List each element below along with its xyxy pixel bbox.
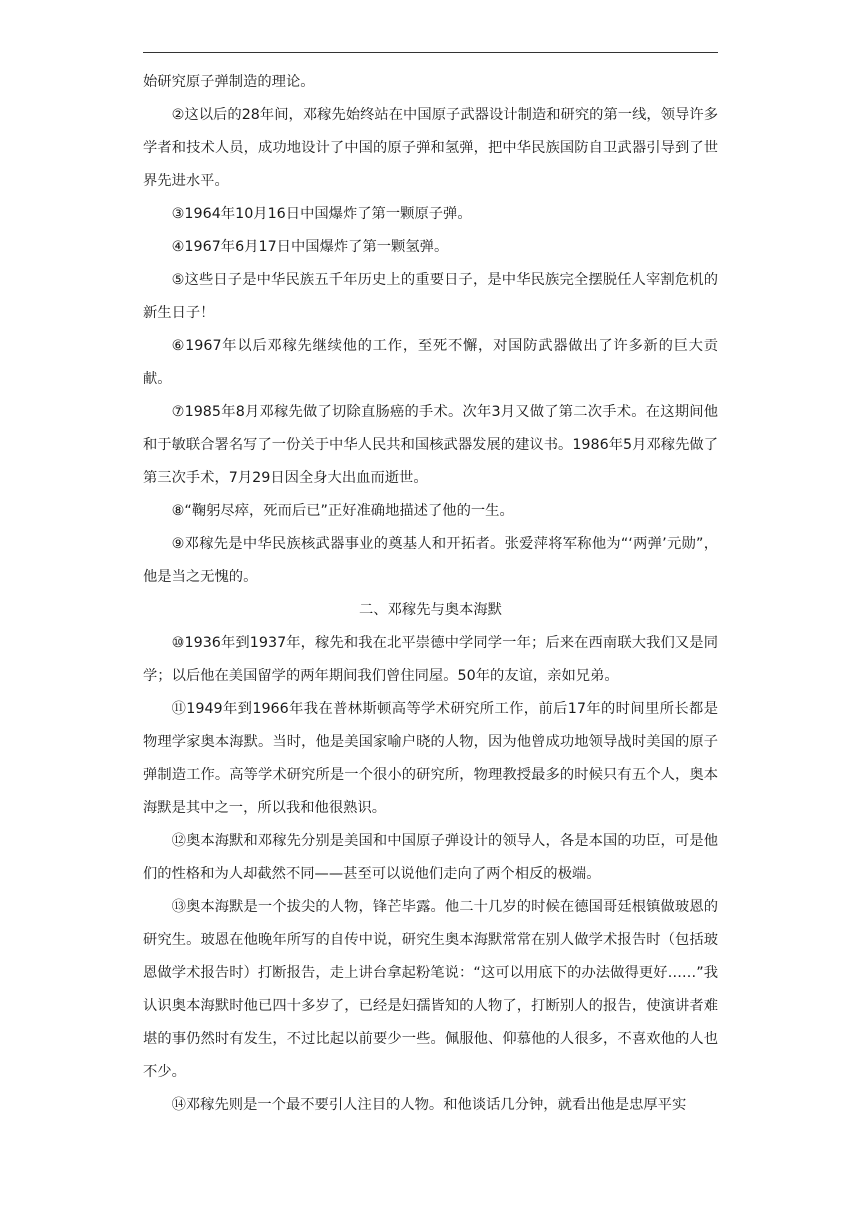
- paragraph-11: ⑪1949年到1966年我在普林斯顿高等学术研究所工作，前后17年的时间里所长都是物理学家奥本海默。当时，他是美国家喻户晓的人物，因为他曾成功地领导战时美国的原子弹制造工作。高等学术研究所是一个很小的研究所，物理教授最多的时候只有五个人，奥本海默是其中之一，所以我和他很熟识。: [143, 701, 718, 816]
- paragraph-3: ③1964年10月16日中国爆炸了第一颗原子弹。: [171, 206, 472, 222]
- header-rule: [143, 52, 718, 53]
- paragraph-9: ⑨邓稼先是中华民族核武器事业的奠基人和开拓者。张爱萍将军称他为“‘两弹’元勋”，他是当之无愧的。: [143, 536, 718, 585]
- section-heading: 二、邓稼先与奥本海默: [359, 602, 502, 618]
- paragraph-10: ⑩1936年到1937年，稼先和我在北平崇德中学同学一年；后来在西南联大我们又是同学；以后他在美国留学的两年期间我们曾住同屋。50年的友谊，亲如兄弟。: [143, 635, 718, 684]
- paragraph-8: ⑧“鞠躬尽瘁，死而后已”正好准确地描述了他的一生。: [171, 503, 514, 519]
- paragraph-4: ④1967年6月17日中国爆炸了第一颗氢弹。: [171, 239, 449, 255]
- paragraph-7: ⑦1985年8月邓稼先做了切除直肠癌的手术。次年3月又做了第二次手术。在这期间他和于敏联合署名写了一份关于中华人民共和国核武器发展的建议书。1986年5月邓稼先做了第三次手术，7月29日因全身大出血而逝世。: [143, 404, 718, 486]
- paragraph-2: ②这以后的28年间，邓稼先始终站在中国原子武器设计制造和研究的第一线，领导许多学者和技术人员，成功地设计了中国的原子弹和氢弹，把中华民族国防自卫武器引导到了世界先进水平。: [143, 107, 718, 189]
- paragraph-13: ⑬奥本海默是一个拔尖的人物，锋芒毕露。他二十几岁的时候在德国哥廷根镇做玻恩的研究生。玻恩在他晚年所写的自传中说，研究生奥本海默常常在别人做学术报告时（包括玻恩做学术报告时）打断报告，走上讲台拿起粉笔说：“这可以用底下的办法做得更好……”我认识奥本海默时他已四十多岁了，已经是妇孺皆知的人物了，打断别人的报告，使演讲者难堪的事仍然时有发生，不过比起以前要少一些。佩服他、仰慕他的人很多，不喜欢他的人也不少。: [143, 899, 718, 1080]
- paragraph-12: ⑫奥本海默和邓稼先分别是美国和中国原子弹设计的领导人，各是本国的功臣，可是他们的性格和为人却截然不同——甚至可以说他们走向了两个相反的极端。: [143, 833, 718, 882]
- paragraph-6: ⑥1967年以后邓稼先继续他的工作，至死不懈，对国防武器做出了许多新的巨大贡献。: [143, 338, 718, 387]
- paragraph-5: ⑤这些日子是中华民族五千年历史上的重要日子，是中华民族完全摆脱任人宰割危机的新生日子！: [143, 272, 718, 321]
- paragraph-continuation: 始研究原子弹制造的理论。: [143, 74, 315, 90]
- document-body: [143, 66, 718, 1122]
- paragraph-14: ⑭邓稼先则是一个最不要引人注目的人物。和他谈话几分钟，就看出他是忠厚平实: [171, 1097, 687, 1113]
